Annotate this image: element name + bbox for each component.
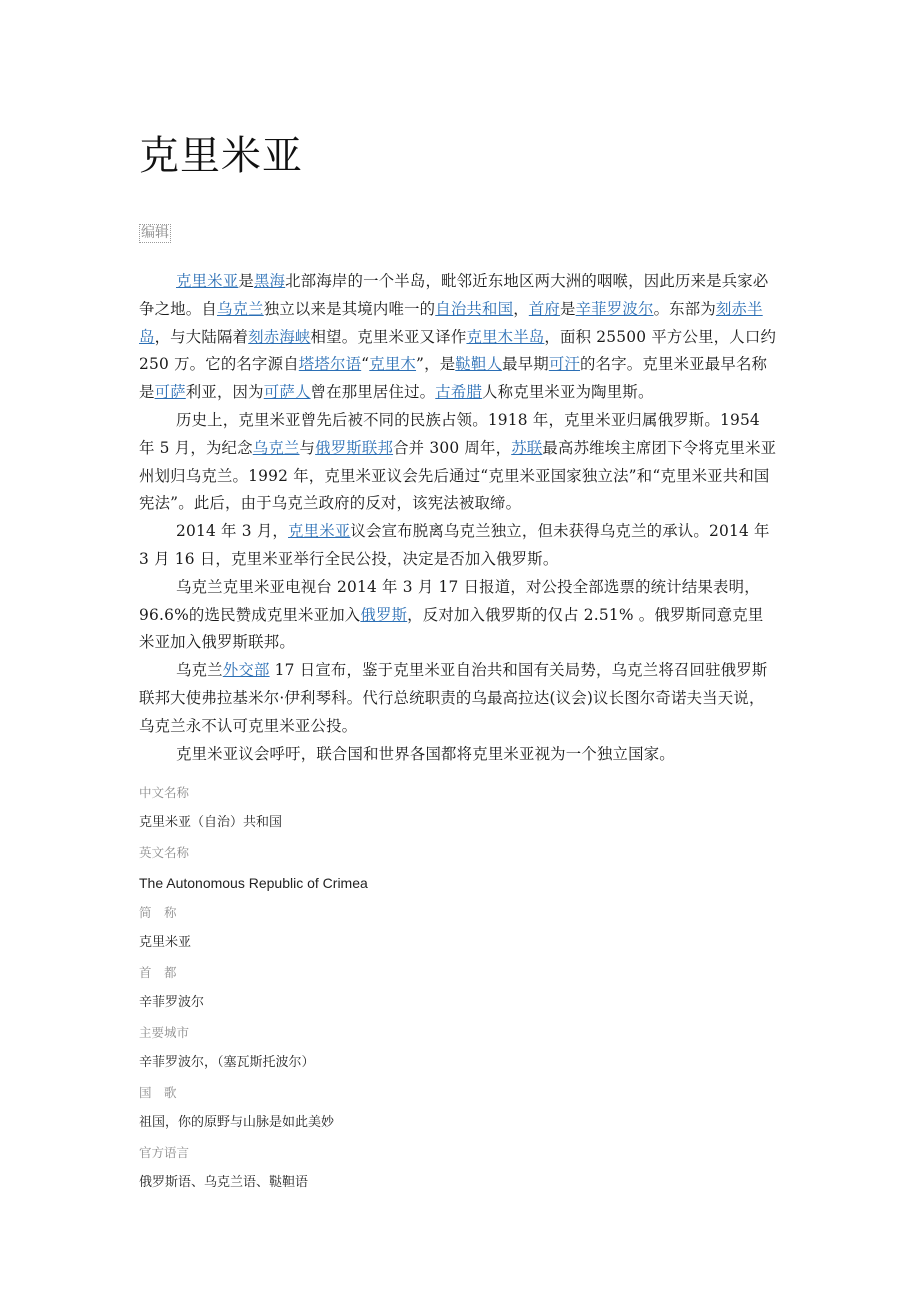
paragraph-text: 与 — [299, 438, 316, 457]
paragraph — [139, 518, 779, 574]
paragraph-text: 人称克里米亚为陶里斯。 — [482, 383, 654, 402]
fact-label: 首 都 — [139, 965, 177, 980]
paragraph-text: 相望。克里米亚又译作 — [310, 327, 467, 346]
fact-value: 祖国，你的原野与山脉是如此美妙 — [139, 1115, 335, 1130]
paragraph-text: 是 — [560, 299, 576, 318]
fact-value: The Autonomous Republic of Crimea — [139, 875, 368, 891]
paragraph-text: ”，是 — [416, 355, 456, 374]
inline-link[interactable]: 可汗 — [548, 355, 581, 374]
inline-link[interactable]: 塔塔尔语 — [298, 355, 362, 374]
inline-link[interactable]: 刻赤半岛 — [139, 299, 763, 346]
article-body — [139, 268, 779, 768]
inline-link[interactable]: 可萨 — [154, 383, 186, 402]
inline-link[interactable]: 可萨人 — [263, 383, 311, 402]
inline-link[interactable]: 刻赤海峡 — [248, 327, 311, 346]
paragraph-text: 最高苏维埃主席团下令将克里米亚州划归乌克兰。1992 年，克里米亚议会先后通过“克里米亚国家独立法”和“克里米亚共和国宪法”。此后，由于乌克兰政府的反对，该宪法被取缔。 — [139, 438, 777, 513]
paragraph-text: 2014 年 3 月， — [176, 522, 289, 541]
inline-link[interactable]: 黑海 — [253, 272, 286, 290]
inline-link[interactable]: 俄罗斯联邦 — [315, 438, 394, 457]
paragraph — [139, 407, 779, 518]
page-title: 克里米亚 — [139, 133, 303, 179]
paragraph-text: 克里米亚议会呼吁，联合国和世界各国都将克里米亚视为一个独立国家。 — [176, 744, 675, 763]
fact-label: 国 歌 — [139, 1085, 177, 1100]
fact-label: 英文名称 — [139, 845, 190, 860]
inline-link[interactable]: 外交部 — [222, 661, 270, 680]
fact-label: 简 称 — [139, 905, 177, 920]
fact-value: 克里米亚（自治）共和国 — [139, 815, 283, 830]
paragraph-text: 。东部为 — [653, 299, 716, 318]
paragraph-text: 历史上，克里米亚曾先后被不同的民族占领。1918 年，克里米亚归属俄罗斯。1954 年 5 月，为纪念 — [139, 410, 760, 457]
paragraph-text: ， — [513, 299, 529, 318]
inline-link[interactable]: 乌克兰 — [216, 299, 264, 318]
inline-link[interactable]: 克里木半岛 — [466, 327, 545, 346]
fact-label: 主要城市 — [139, 1025, 190, 1040]
paragraph-text: ，反对加入俄罗斯的仅占 2.51% 。俄罗斯同意克里米亚加入俄罗斯联邦。 — [139, 605, 764, 652]
paragraph-text: 乌克兰克里米亚电视台 2014 年 3 月 17 日报道，对公投全部选票的统计结果表明，96.6%的选民赞成克里米亚加入 — [139, 577, 760, 624]
inline-link[interactable]: 乌克兰 — [252, 438, 300, 457]
fact-value: 辛菲罗波尔，（塞瓦斯托波尔） — [139, 1055, 315, 1070]
inline-link[interactable]: 首府 — [528, 299, 560, 318]
paragraph-text: 北部海岸的一个半岛，毗邻近东地区两大洲的咽喉，因此历来是兵家必争之地。自 — [139, 272, 769, 318]
fact-value: 克里米亚 — [139, 935, 192, 950]
paragraph-text: 合并 300 周年， — [393, 438, 512, 457]
paragraph-text: ，与大陆隔着 — [154, 327, 249, 346]
fact-value: 俄罗斯语、乌克兰语、鞑靼语 — [139, 1175, 309, 1190]
fact-value: 辛菲罗波尔 — [139, 995, 205, 1010]
inline-link[interactable]: 自治共和国 — [435, 299, 514, 318]
inline-link[interactable]: 苏联 — [511, 438, 543, 457]
paragraph — [139, 657, 779, 740]
inline-link[interactable]: 克里木 — [369, 355, 417, 374]
inline-link[interactable]: 克里米亚 — [176, 272, 239, 290]
paragraph-text: 乌克兰 — [176, 661, 223, 680]
paragraph-text: 议会宣布脱离乌克兰独立，但未获得乌克兰的承认。2014 年 3 月 16 日，克里米亚举行全民公投，决定是否加入俄罗斯。 — [139, 522, 770, 568]
inline-link[interactable]: 古希腊 — [435, 383, 483, 402]
paragraph-text: 17 日宣布，鉴于克里米亚自治共和国有关局势，乌克兰将召回驻俄罗斯联邦大使弗拉基米尔·伊利琴科。代行总统职责的乌最高拉达(议会)议长图尔奇诺夫当天说，乌克兰永不认可克里米亚公投。 — [139, 661, 768, 735]
inline-link[interactable]: 俄罗斯 — [360, 605, 408, 624]
paragraph-text: 是 — [238, 272, 254, 290]
inline-link[interactable]: 鞑靼人 — [455, 355, 503, 374]
paragraph-text: 独立以来是其境内唯一的 — [263, 299, 436, 318]
fact-label: 官方语言 — [139, 1145, 190, 1160]
infobox — [139, 778, 779, 1198]
inline-link[interactable]: 克里米亚 — [288, 522, 351, 541]
paragraph — [139, 741, 779, 769]
paragraph-text: ，面积 25500 平方公里，人口约 250 万。它的名字源自 — [139, 327, 777, 374]
paragraph-text: 利亚，因为 — [185, 383, 264, 402]
paragraph-text: 曾在那里居住过。 — [310, 383, 436, 402]
paragraph-text: 最早期 — [502, 355, 549, 374]
fact-label: 中文名称 — [139, 785, 190, 800]
paragraph-text: “ — [361, 355, 370, 374]
paragraph-text: 的名字。克里米亚最早名称是 — [139, 355, 768, 402]
edit-button[interactable]: 编辑 — [141, 225, 169, 241]
paragraph — [139, 574, 779, 657]
inline-link[interactable]: 辛菲罗波尔 — [575, 299, 654, 318]
paragraph — [139, 268, 779, 407]
